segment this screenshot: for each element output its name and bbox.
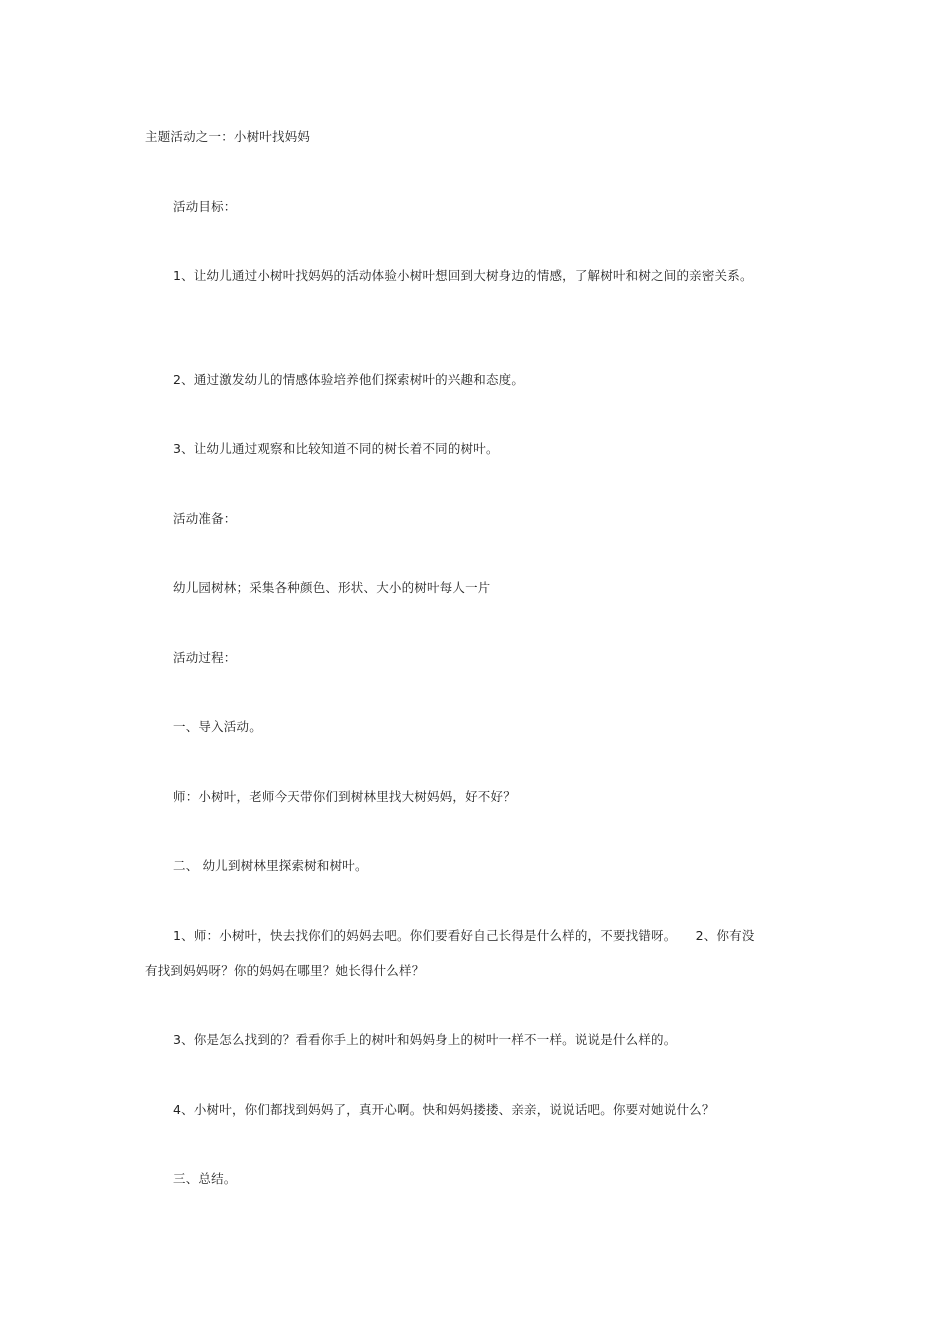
- step-1-heading: 一、导入活动。: [173, 719, 262, 734]
- step-1-text: 师：小树叶，老师今天带你们到树林里找大树妈妈，好不好？: [173, 789, 516, 804]
- step-2-heading: 二、 幼儿到树林里探索树和树叶。: [173, 858, 368, 873]
- step-3-heading: 三、总结。: [173, 1171, 237, 1186]
- process-heading: 活动过程：: [173, 650, 237, 665]
- prep-text: 幼儿园树林；采集各种颜色、形状、大小的树叶每人一片: [173, 580, 491, 595]
- prep-heading: 活动准备：: [173, 511, 237, 526]
- step-2-item-4: 4、小树叶，你们都找到妈妈了，真开心啊。快和妈妈搂搂、亲亲，说说话吧。你要对她说什么？: [173, 1102, 715, 1117]
- goal-item-2: 2、通过激发幼儿的情感体验培养他们探索树叶的兴趣和态度。: [173, 372, 525, 387]
- step-2-item-1-line-1: 1、师：小树叶，快去找你们的妈妈去吧。你们要看好自己长得是什么样的，不要找错呀。 2、你有没: [173, 928, 755, 943]
- step-2-item-1-line-2: 有找到妈妈呀？你的妈妈在哪里？她长得什么样？: [145, 963, 425, 978]
- goal-item-1: 1、让幼儿通过小树叶找妈妈的活动体验小树叶想回到大树身边的情感，了解树叶和树之间的亲密关系。: [173, 268, 753, 283]
- step-2-item-3: 3、你是怎么找到的？看看你手上的树叶和妈妈身上的树叶一样不一样。说说是什么样的。: [173, 1032, 677, 1047]
- goal-heading: 活动目标：: [173, 199, 237, 214]
- document-title: 主题活动之一：小树叶找妈妈: [145, 129, 311, 144]
- goal-item-3: 3、让幼儿通过观察和比较知道不同的树长着不同的树叶。: [173, 441, 499, 456]
